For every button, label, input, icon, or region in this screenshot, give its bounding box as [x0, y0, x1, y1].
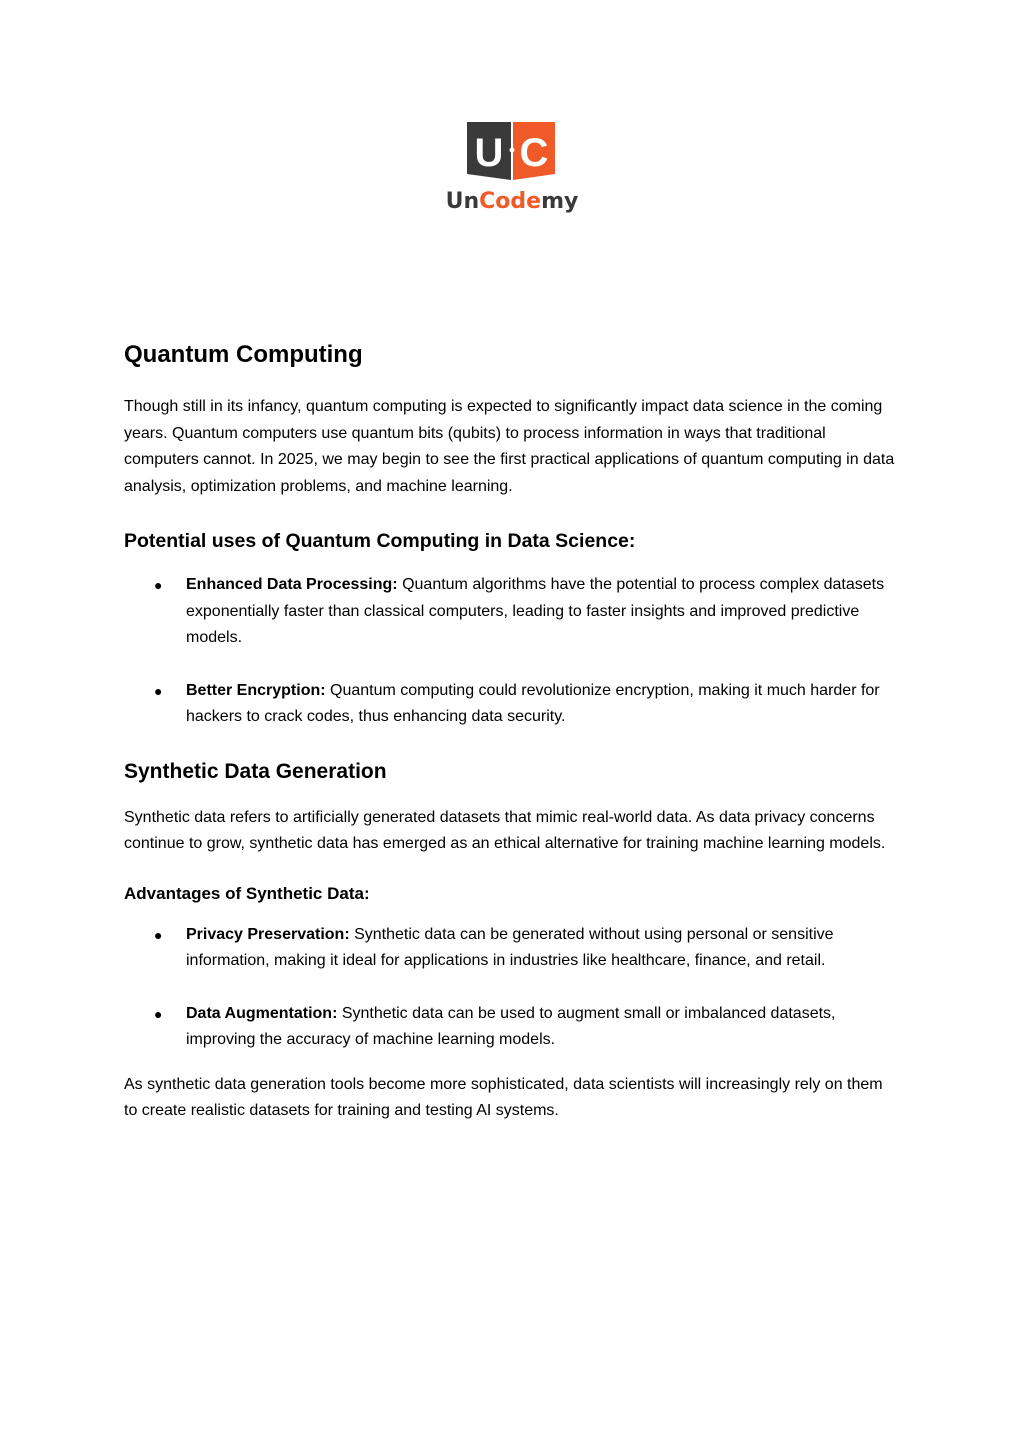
- logo-letter-c: C: [519, 131, 549, 175]
- list-item-label: Data Augmentation:: [186, 1004, 338, 1022]
- list-item-label: Privacy Preservation:: [186, 925, 350, 943]
- uncodemy-logo-graphic: [437, 118, 587, 218]
- section-title-synthetic: Synthetic Data Generation: [124, 759, 387, 783]
- synthetic-subheading: Advantages of Synthetic Data:: [124, 883, 370, 903]
- list-item-text: Quantum computing could revolutionize encryption, making it much harder for hackers to crack codes, thus enhancing data security.: [186, 681, 880, 725]
- logo-letter-u: U: [474, 131, 504, 175]
- bullet-icon: ●: [154, 1005, 163, 1022]
- list-item-label: Enhanced Data Processing:: [186, 576, 398, 593]
- list-item-text: Synthetic data can be generated without using personal or sensitive information, making it ideal for applications in industries like healthcare, finance, and retail.: [186, 925, 834, 969]
- list-item-label: Better Encryption:: [186, 681, 326, 699]
- logo-wordmark-my: my: [541, 189, 579, 214]
- list-item: [124, 572, 899, 652]
- document-body: [124, 338, 899, 1125]
- logo-wordmark-un: Un: [445, 189, 480, 214]
- list-item: [124, 678, 899, 731]
- logo-wordmark: [446, 189, 579, 214]
- list-item-text: Quantum algorithms have the potential to process complex datasets exponentially faster than classical computers, leading to faster insights and improved predictive models.: [186, 576, 885, 646]
- quantum-intro-paragraph: Though still in its infancy, quantum computing is expected to significantly impact data science in the coming years. Quantum computers use quantum bits (qubits) to process information in ways that traditional computers cannot. In 2025, we may begin to see the first practical applications of quantum computing in data analysis, optimization problems, and machine learning.: [124, 398, 895, 495]
- uncodemy-logo: [437, 118, 587, 218]
- list-item: [124, 1001, 899, 1054]
- section-title-quantum: Quantum Computing: [124, 341, 363, 368]
- bullet-icon: ●: [154, 926, 163, 943]
- synthetic-intro-paragraph: Synthetic data refers to artificially generated datasets that mimic real-world data. As data privacy concerns continue to grow, synthetic data has emerged as an ethical alternative for training machine learning models.: [124, 808, 886, 852]
- bullet-icon: ●: [154, 577, 163, 593]
- logo-wordmark-code: Code: [479, 189, 542, 214]
- list-item: [124, 922, 899, 975]
- synthetic-closing-paragraph: As synthetic data generation tools become more sophisticated, data scientists will increasingly rely on them to create realistic datasets for training and testing AI systems.: [124, 1075, 883, 1119]
- bullet-icon: ●: [154, 682, 163, 699]
- list-item-text: Synthetic data can be used to augment small or imbalanced datasets, improving the accuracy of machine learning models.: [186, 1004, 836, 1048]
- synthetic-advantages-list: [124, 922, 899, 1054]
- quantum-subheading: Potential uses of Quantum Computing in Data Science:: [124, 530, 636, 552]
- quantum-uses-list: [124, 572, 899, 731]
